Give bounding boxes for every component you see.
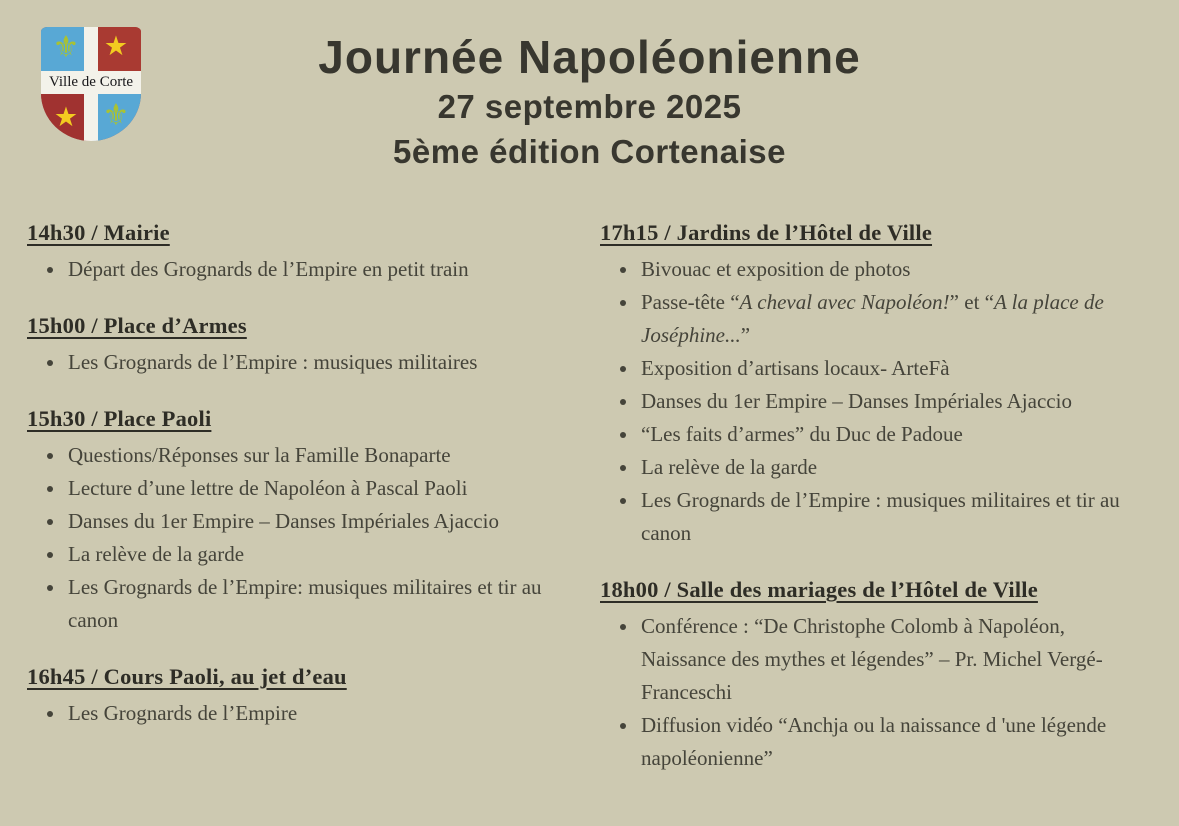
event-item — [639, 352, 1150, 385]
event-item — [639, 451, 1150, 484]
section-items — [27, 346, 583, 379]
event-item-text: Lecture d’une lettre de Napoléon à Pascal Paoli — [68, 476, 468, 500]
event-item-text: Passe-tête “ — [641, 290, 740, 314]
event-item — [639, 418, 1150, 451]
fleur-de-lis-icon: ⚜ — [52, 30, 80, 65]
event-item-text: Les Grognards de l’Empire: musiques militaires et tir au canon — [68, 575, 542, 632]
schedule-section — [27, 313, 583, 379]
schedule-section — [27, 406, 583, 637]
event-item — [639, 385, 1150, 418]
poster-edition: 5ème édition Cortenaise — [393, 133, 786, 170]
section-heading: 15h00 / Place d’Armes — [27, 313, 247, 338]
event-item — [66, 346, 583, 379]
section-items — [27, 697, 583, 730]
section-items — [27, 253, 583, 286]
event-item — [66, 538, 583, 571]
event-item-text: La relève de la garde — [641, 455, 818, 479]
event-item — [66, 472, 583, 505]
event-item-text: ” — [740, 323, 751, 347]
star-icon: ★ — [53, 102, 79, 133]
event-item-text-italic: A la place de Joséphine... — [641, 290, 1104, 347]
section-items — [27, 439, 583, 637]
event-item-text: ” et “ — [949, 290, 994, 314]
event-item-text: Les Grognards de l’Empire : musiques militaires et tir au canon — [641, 488, 1120, 545]
section-heading: 17h15 / Jardins de l’Hôtel de Ville — [600, 220, 933, 245]
event-item-text: Les Grognards de l’Empire : musiques militaires — [68, 350, 478, 374]
event-item-text: Les Grognards de l’Empire — [68, 701, 298, 725]
event-item-text: Diffusion vidéo “Anchja ou la naissance d 'une légende napoléonienne” — [641, 713, 1107, 770]
event-item-text: Danses du 1er Empire – Danses Impériales Ajaccio — [68, 509, 499, 533]
event-item-text: La relève de la garde — [68, 542, 245, 566]
event-item — [66, 697, 583, 730]
star-icon: ★ — [103, 31, 129, 62]
event-item — [66, 571, 583, 637]
schedule-column-left — [27, 220, 583, 757]
event-item-text: Questions/Réponses sur la Famille Bonaparte — [68, 443, 451, 467]
section-heading: 15h30 / Place Paoli — [27, 406, 212, 431]
event-item-text: Départ des Grognards de l’Empire en petit train — [68, 257, 469, 281]
event-item — [639, 709, 1150, 775]
poster-title: Journée Napoléonienne — [318, 31, 861, 83]
poster-header — [0, 30, 1179, 174]
schedule-column-right — [600, 220, 1150, 802]
poster-date: 27 septembre 2025 — [437, 88, 742, 125]
event-item-text: Danses du 1er Empire – Danses Impériales Ajaccio — [641, 389, 1072, 413]
section-items — [600, 610, 1150, 775]
section-heading: 14h30 / Mairie — [27, 220, 170, 245]
event-item-text: Conférence : “De Christophe Colomb à Napoléon, Naissance des mythes et légendes” – Pr. Michel Vergé-Franceschi — [641, 614, 1103, 704]
event-item — [66, 505, 583, 538]
event-item-text-italic: A cheval avec Napoléon! — [739, 290, 950, 314]
event-item — [639, 484, 1150, 550]
event-item-text: “Les faits d’armes” du Duc de Padoue — [641, 422, 963, 446]
section-items — [600, 253, 1150, 550]
event-item — [66, 253, 583, 286]
crest-label: Ville de Corte — [48, 74, 134, 90]
section-heading: 16h45 / Cours Paoli, au jet d’eau — [27, 664, 347, 689]
section-heading: 18h00 / Salle des mariages de l’Hôtel de Ville — [600, 577, 1038, 602]
event-item-text: Bivouac et exposition de photos — [641, 257, 911, 281]
schedule-section — [600, 577, 1150, 775]
event-item-text: Exposition d’artisans locaux- ArteFà — [641, 356, 950, 380]
event-item — [639, 286, 1150, 352]
schedule-section — [600, 220, 1150, 550]
schedule-section — [27, 664, 583, 730]
event-item — [639, 253, 1150, 286]
event-item — [66, 439, 583, 472]
fleur-de-lis-icon: ⚜ — [102, 98, 130, 133]
schedule-section — [27, 220, 583, 286]
event-item — [639, 610, 1150, 709]
